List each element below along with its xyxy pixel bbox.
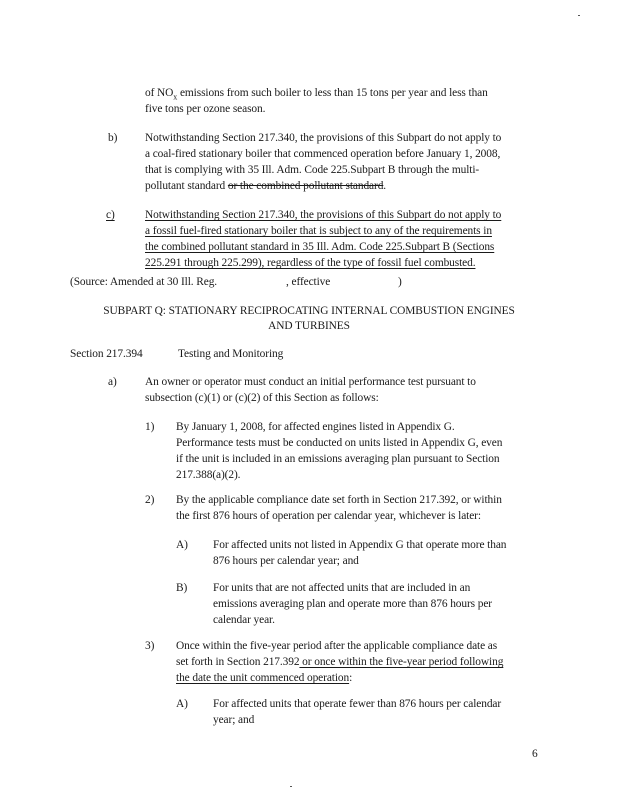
para-a-label: a) [108, 376, 117, 388]
para-b-line-4: pollutant standard or the combined pollutant standard. [145, 180, 387, 192]
item-1-line: By January 1, 2008, for affected engines listed in Appendix G. [176, 421, 455, 433]
item-3-line: Once within the five-year period after the applicable compliance date as [176, 640, 498, 652]
item-3a-label: A) [176, 698, 188, 710]
para-c-line: a fossil fuel-fired stationary boiler that is subject to any of the requirements in [145, 225, 492, 237]
item-2a-line: 876 hours per calendar year; and [213, 555, 359, 567]
item-1-line: if the unit is included in an emissions averaging plan pursuant to Section [176, 453, 500, 465]
item-1-label: 1) [145, 421, 155, 433]
intro-line-2: five tons per ozone season. [145, 103, 266, 115]
item-2-line: By the applicable compliance date set forth in Section 217.392, or within [176, 494, 502, 506]
inserted-text: or once within the five-year period following [299, 656, 504, 668]
para-b-label: b) [108, 132, 118, 144]
item-2b-line: emissions averaging plan and operate more than 876 hours per [213, 598, 492, 610]
item-2-line: the first 876 hours of operation per calendar year, whichever is later: [176, 510, 481, 522]
subpart-heading: SUBPART Q: STATIONARY RECIPROCATING INTERNAL COMBUSTION ENGINES [103, 305, 515, 317]
para-a-line: An owner or operator must conduct an initial performance test pursuant to [145, 376, 476, 388]
para-b-line: Notwithstanding Section 217.340, the provisions of this Subpart do not apply to [145, 132, 502, 144]
section-number: Section 217.394 [70, 348, 143, 360]
item-1-line: Performance tests must be conducted on units listed in Appendix G, even [176, 437, 503, 449]
subpart-heading-line-2: AND TURBINES [268, 320, 350, 332]
para-c-label: c) [106, 209, 115, 221]
para-a-line: subsection (c)(1) or (c)(2) of this Section as follows: [145, 392, 379, 404]
item-3-line-2: set forth in Section 217.392 or once within the five-year period following [176, 656, 504, 668]
section-title: Testing and Monitoring [178, 348, 284, 360]
para-c-line: Notwithstanding Section 217.340, the provisions of this Subpart do not apply to [145, 209, 502, 221]
para-b-line: a coal-fired stationary boiler that commenced operation before January 1, 2008, [145, 148, 501, 160]
page-number: 6 [532, 748, 538, 760]
para-c-line: 225.291 through 225.299), regardless of the type of fossil fuel combusted. [145, 257, 476, 269]
item-2-label: 2) [145, 494, 155, 506]
item-2a-line: For affected units not listed in Appendix G that operate more than [213, 539, 507, 551]
item-1-line: 217.388(a)(2). [176, 469, 241, 481]
item-2a-label: A) [176, 539, 188, 551]
item-2b-line: calendar year. [213, 614, 275, 626]
source-note-end: ) [398, 276, 402, 288]
scan-speck [290, 786, 292, 787]
item-3a-line: For affected units that operate fewer than 876 hours per calendar [213, 698, 502, 710]
para-c-line: the combined pollutant standard in 35 Ill. Adm. Code 225.Subpart B (Sections [145, 241, 495, 253]
scan-speck [578, 15, 580, 16]
para-b-line: that is complying with 35 Ill. Adm. Code 225.Subpart B through the multi- [145, 164, 480, 176]
item-2b-line: For units that are not affected units that are included in an [213, 582, 471, 594]
intro-line-1: of $NO_x$ emissions from such boiler to less than 15 tons per year and less than [145, 87, 488, 102]
item-2b-label: B) [176, 582, 188, 594]
source-note-start: (Source: Amended at 30 Ill. Reg. [70, 276, 218, 288]
item-3a-line: year; and [213, 714, 255, 726]
source-note-effective: , effective [286, 276, 331, 288]
struck-text: or the combined pollutant standard [227, 180, 384, 192]
item-3-line-3: the date the unit commenced operation: [176, 672, 353, 684]
item-3-label: 3) [145, 640, 155, 652]
inserted-text: the date the unit commenced operation [176, 672, 350, 684]
